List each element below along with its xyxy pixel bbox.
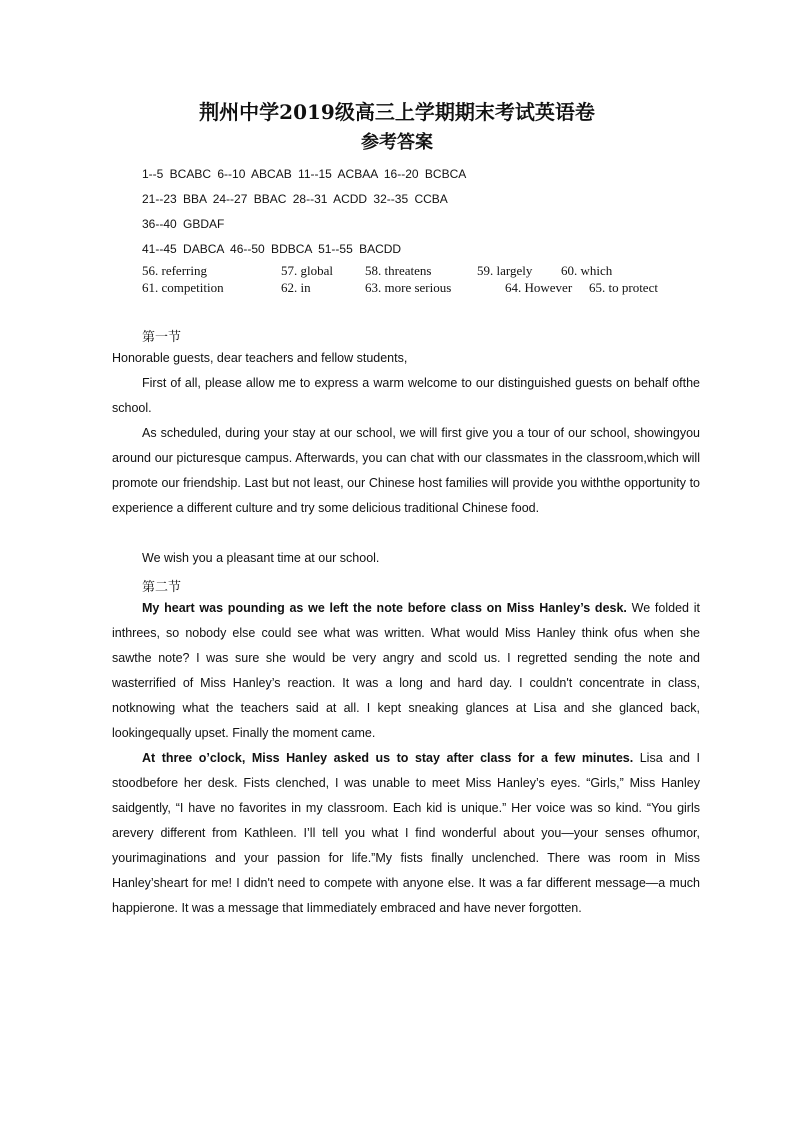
section-heading-2: 第二节	[142, 580, 182, 595]
fill-answer-56: 56. referring	[142, 263, 207, 278]
paragraph: As scheduled, during your stay at our school, we will first give you a tour of our school, showingyou around our picturesque campus. Afterwards, you can chat with our classmates in the classroom,which will promote our friendship. Last but not least, our Chinese host families will provide you withthe opportunity to experience a different culture and try some delicious traditional Chinese food.	[112, 426, 700, 515]
answer-row-2: 21--23 BBA 24--27 BBAC 28--31 ACDD 32--35 CCBA	[142, 192, 448, 206]
fill-answer-63: 63. more serious	[365, 280, 452, 295]
answer-row-1: 1--5 BCABC 6--10 ABCAB 11--15 ACBAA 16--20 BCBCA	[142, 167, 467, 181]
answer-row-4: 41--45 DABCA 46--50 BDBCA 51--55 BACDD	[142, 242, 402, 256]
paragraph: We wish you a pleasant time at our school.	[142, 551, 380, 565]
fill-answer-65: 65. to protect	[589, 280, 658, 295]
paragraph-body: We folded it inthrees, so nobody else could see what was written. What would Miss Hanley think ofus when she sawthe note? I was sure she would be very angry and scold us. I regretted sending the note and wasterrified of Miss Hanley’s reaction. It was a long and hard day. I couldn't concentrate in class, notknowing what the teachers said at all. I kept sneaking glances at Lisa and she glanced back, lookingequally upset. Finally the moment came.	[112, 601, 700, 740]
section-heading-1: 第一节	[142, 330, 182, 345]
fill-answer-61: 61. competition	[142, 280, 224, 295]
page-subtitle: 参考答案	[361, 132, 433, 153]
fill-answer-58: 58. threatens	[365, 263, 432, 278]
fill-answer-59: 59. largely	[477, 263, 533, 278]
lead-sentence: My heart was pounding as we left the note before class on Miss Hanley’s desk.	[142, 601, 627, 615]
greeting: Honorable guests, dear teachers and fellow students,	[112, 351, 408, 365]
fill-answer-64: 64. However	[505, 280, 573, 295]
paragraph-body: Lisa and I stoodbefore her desk. Fists clenched, I was unable to meet Miss Hanley’s eyes. “Girls,” Miss Hanley saidgently, “I have no favorites in my classroom. Each kid is unique.” Her voice was so kind. “You girls arevery different from Kathleen. I’ll tell you what I find wonderful about you—your senses ofhumor, yourimaginations and your passion for life.”My fists finally unclenched. There was room in Miss Hanley’sheart for me! I didn't need to compete with anyone else. It was a far different message—a much happierone. It was a message that Iimmediately embraced and have never forgotten.	[112, 751, 700, 915]
fill-answer-62: 62. in	[281, 280, 311, 295]
page-title: 荆州中学2019级高三上学期期末考试英语卷	[199, 100, 595, 124]
paragraph: First of all, please allow me to express a warm welcome to our distinguished guests on behalf ofthe school.	[112, 376, 700, 415]
lead-sentence: At three o’clock, Miss Hanley asked us to stay after class for a few minutes.	[142, 751, 634, 765]
answer-row-3: 36--40 GBDAF	[142, 217, 225, 231]
paragraph	[112, 746, 700, 921]
fill-answer-60: 60. which	[561, 263, 613, 278]
fill-answer-57: 57. global	[281, 263, 333, 278]
paragraph	[112, 596, 700, 746]
